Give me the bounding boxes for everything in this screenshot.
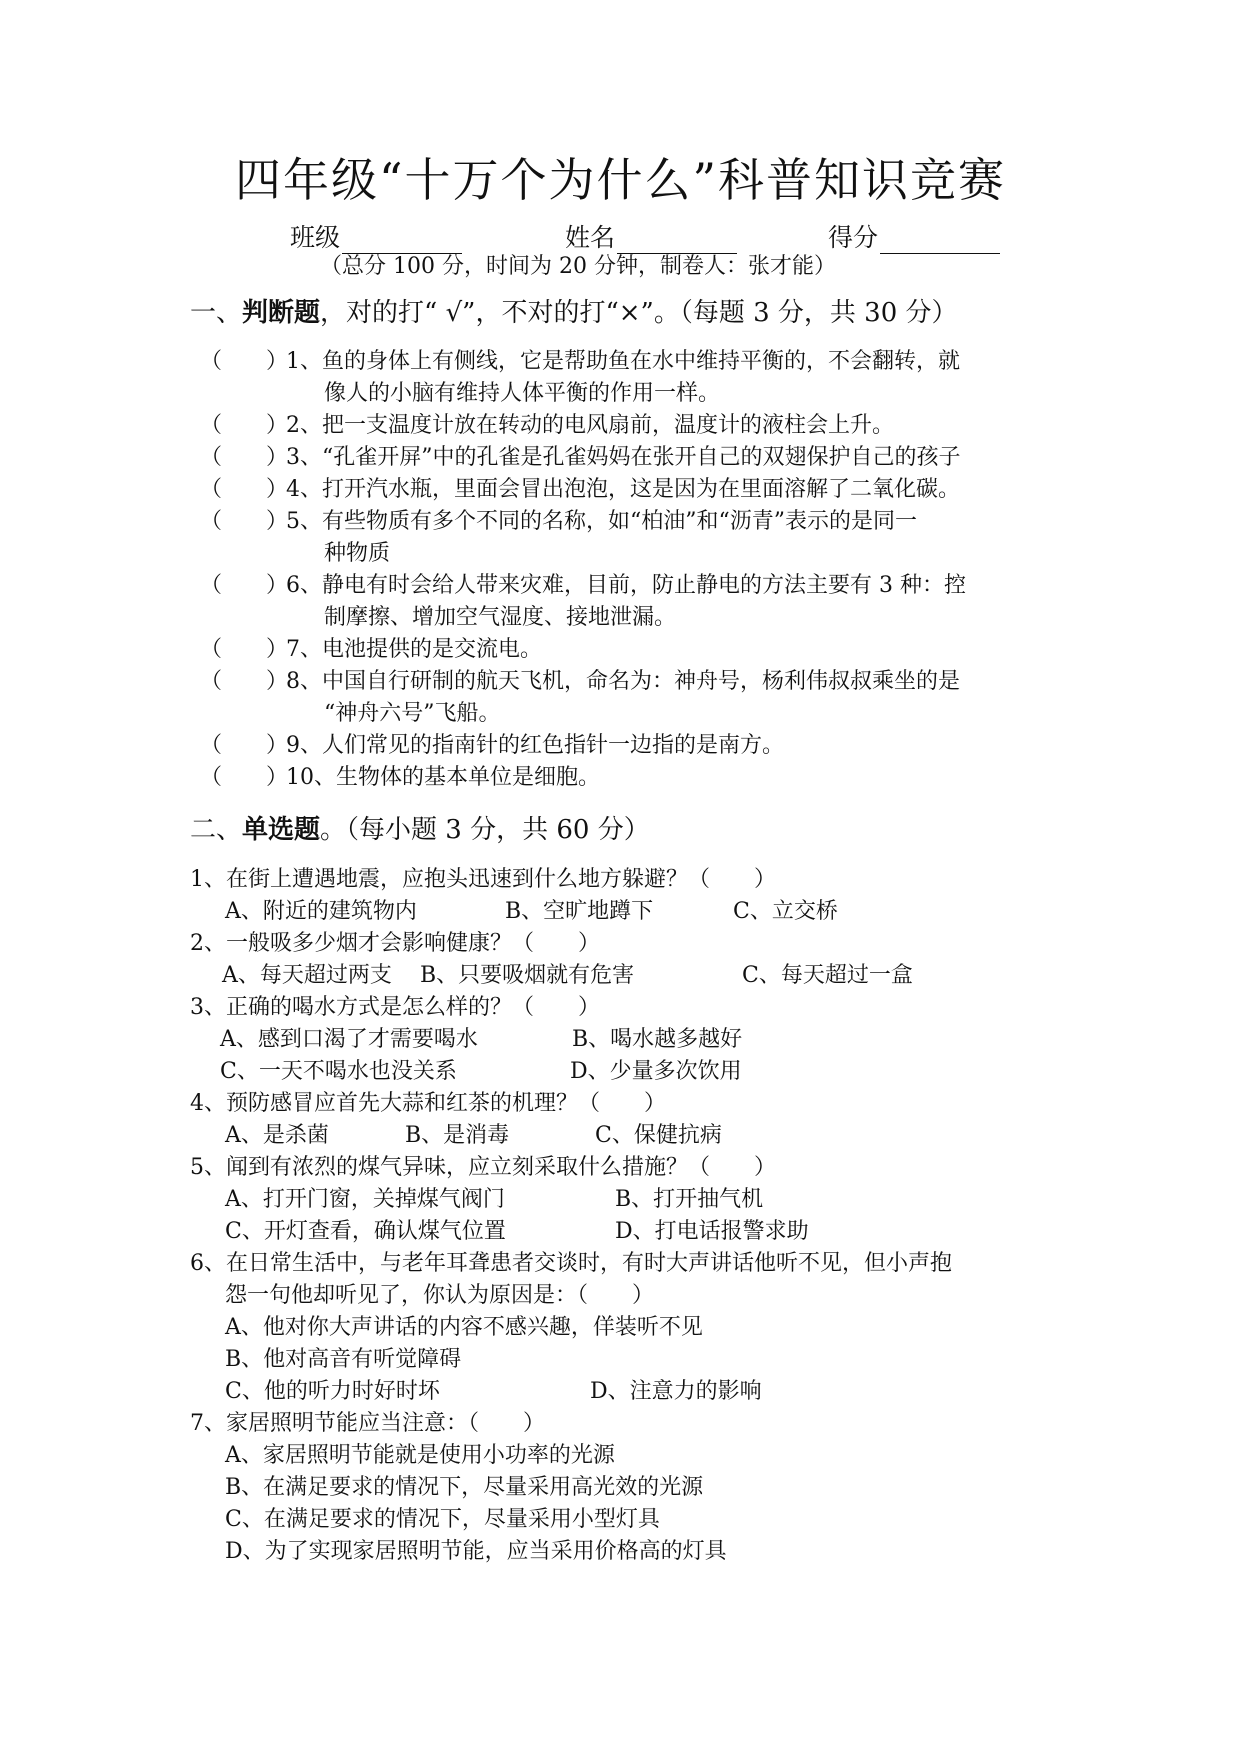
answer-paren[interactable]: （ ） — [200, 349, 289, 374]
section2-name: 单选题 — [242, 815, 321, 845]
answer-paren[interactable]: （ ） — [200, 477, 289, 502]
question-text: 7、家居照明节能应当注意：（ ） — [190, 1411, 545, 1436]
section2-instructions: 。（每小题 3 分，共 60 分） — [320, 815, 650, 845]
question-text-cont: 怨一句他却听见了，你认为原因是：（ ） — [225, 1283, 655, 1308]
question-text: 3、正确的喝水方式是怎么样的？（ ） — [190, 995, 600, 1020]
option-item[interactable]: C、他的听力时好时坏 — [225, 1379, 440, 1404]
option-item[interactable]: B、只要吸烟就有危害 — [420, 963, 635, 988]
answer-paren[interactable]: （ ） — [200, 765, 289, 790]
question-text: 6、在日常生活中，与老年耳聋患者交谈时，有时大声讲话他听不见，但小声抱 — [190, 1251, 952, 1276]
judge-text-cont: 制摩擦、增加空气湿度、接地泄漏。 — [324, 605, 677, 630]
option-item[interactable]: B、在满足要求的情况下，尽量采用高光效的光源 — [225, 1475, 704, 1500]
option-item[interactable]: C、立交桥 — [733, 899, 838, 924]
judge-text: 4、打开汽水瓶，里面会冒出泡泡，这是因为在里面溶解了二氧化碳。 — [286, 477, 960, 502]
judge-text: 5、有些物质有多个不同的名称，如“柏油”和“沥青”表示的是同一 — [286, 509, 917, 534]
judge-item — [200, 666, 960, 730]
option-item[interactable]: A、感到口渴了才需要喝水 — [220, 1027, 478, 1052]
judge-text: 8、中国自行研制的航天飞机，命名为：神舟号，杨利伟叔叔乘坐的是 — [286, 669, 960, 694]
section2-heading — [190, 812, 650, 848]
answer-paren[interactable]: （ ） — [200, 733, 289, 758]
class-field — [290, 222, 462, 254]
option-item[interactable]: A、附近的建筑物内 — [225, 899, 417, 924]
score-blank[interactable] — [880, 229, 1000, 254]
answer-paren[interactable]: （ ） — [200, 573, 289, 598]
option-item[interactable]: B、他对高音有听觉障碍 — [225, 1347, 462, 1372]
judge-text: 6、静电有时会给人带来灾难，目前，防止静电的方法主要有 3 种：控 — [286, 573, 966, 598]
exam-note: （总分 100 分，时间为 20 分钟，制卷人：张才能） — [320, 254, 836, 279]
judge-item — [200, 762, 600, 794]
class-label: 班级 — [290, 223, 341, 252]
section2-number: 二、 — [190, 815, 243, 845]
judge-item — [200, 570, 966, 634]
option-item[interactable]: C、在满足要求的情况下，尽量采用小型灯具 — [225, 1507, 660, 1532]
name-field — [565, 222, 737, 254]
judge-item — [200, 474, 960, 506]
option-item[interactable]: B、打开抽气机 — [615, 1187, 764, 1212]
option-item[interactable]: A、他对你大声讲话的内容不感兴趣，佯装听不见 — [225, 1315, 703, 1340]
option-item[interactable]: C、每天超过一盒 — [742, 963, 913, 988]
answer-paren[interactable]: （ ） — [200, 637, 289, 662]
question-text: 5、闻到有浓烈的煤气异味，应立刻采取什么措施？（ ） — [190, 1155, 776, 1180]
judge-text-cont: “神舟六号”飞船。 — [324, 701, 501, 726]
answer-paren[interactable]: （ ） — [200, 413, 289, 438]
section1-heading — [190, 295, 958, 331]
option-item[interactable]: C、保健抗病 — [595, 1123, 722, 1148]
class-blank[interactable] — [342, 229, 462, 254]
option-item[interactable]: D、少量多次饮用 — [570, 1059, 742, 1084]
page-title: 四年级“十万个为什么”科普知识竞赛 — [234, 153, 1007, 207]
option-item[interactable]: C、一天不喝水也没关系 — [220, 1059, 457, 1084]
score-label: 得分 — [828, 223, 879, 252]
answer-paren[interactable]: （ ） — [200, 445, 289, 470]
option-item[interactable]: D、注意力的影响 — [590, 1379, 762, 1404]
section1-number: 一、 — [190, 298, 243, 328]
option-item[interactable]: B、空旷地蹲下 — [505, 899, 654, 924]
name-label: 姓名 — [565, 223, 616, 252]
question-text: 1、在街上遭遇地震，应抱头迅速到什么地方躲避？（ ） — [190, 867, 776, 892]
judge-text-cont: 像人的小脑有维持人体平衡的作用一样。 — [324, 381, 721, 406]
judge-text-cont: 种物质 — [324, 541, 391, 566]
judge-item — [200, 634, 542, 666]
judge-text: 9、人们常见的指南针的红色指针一边指的是南方。 — [286, 733, 784, 758]
score-field — [828, 222, 1000, 254]
option-item[interactable]: D、打电话报警求助 — [615, 1219, 809, 1244]
judge-item — [200, 506, 917, 570]
option-item[interactable]: A、每天超过两支 — [222, 963, 392, 988]
judge-text: 2、把一支温度计放在转动的电风扇前，温度计的液柱会上升。 — [286, 413, 894, 438]
answer-paren[interactable]: （ ） — [200, 509, 289, 534]
name-blank[interactable] — [617, 229, 737, 254]
option-item[interactable]: B、是消毒 — [405, 1123, 510, 1148]
judge-text: 10、生物体的基本单位是细胞。 — [286, 765, 600, 790]
judge-item — [200, 730, 784, 762]
option-item[interactable]: B、喝水越多越好 — [572, 1027, 743, 1052]
option-item[interactable]: A、家居照明节能就是使用小功率的光源 — [225, 1443, 615, 1468]
option-item[interactable]: C、开灯查看，确认煤气位置 — [225, 1219, 506, 1244]
judge-text: 7、电池提供的是交流电。 — [286, 637, 542, 662]
judge-item — [200, 346, 960, 410]
option-item[interactable]: A、是杀菌 — [225, 1123, 329, 1148]
option-item[interactable]: A、打开门窗，关掉煤气阀门 — [225, 1187, 505, 1212]
judge-text: 1、鱼的身体上有侧线，它是帮助鱼在水中维持平衡的，不会翻转，就 — [286, 349, 960, 374]
judge-text: 3、“孔雀开屏”中的孔雀是孔雀妈妈在张开自己的双翅保护自己的孩子 — [286, 445, 961, 470]
section1-name: 判断题 — [242, 298, 321, 328]
answer-paren[interactable]: （ ） — [200, 669, 289, 694]
judge-item — [200, 410, 894, 442]
option-item[interactable]: D、为了实现家居照明节能，应当采用价格高的灯具 — [225, 1539, 727, 1564]
question-text: 2、一般吸多少烟才会影响健康？（ ） — [190, 931, 600, 956]
judge-item — [200, 442, 961, 474]
question-text: 4、预防感冒应首先大蒜和红茶的机理？（ ） — [190, 1091, 666, 1116]
section1-instructions: ，对的打“ √”，不对的打“×”。（每题 3 分，共 30 分） — [320, 298, 958, 328]
